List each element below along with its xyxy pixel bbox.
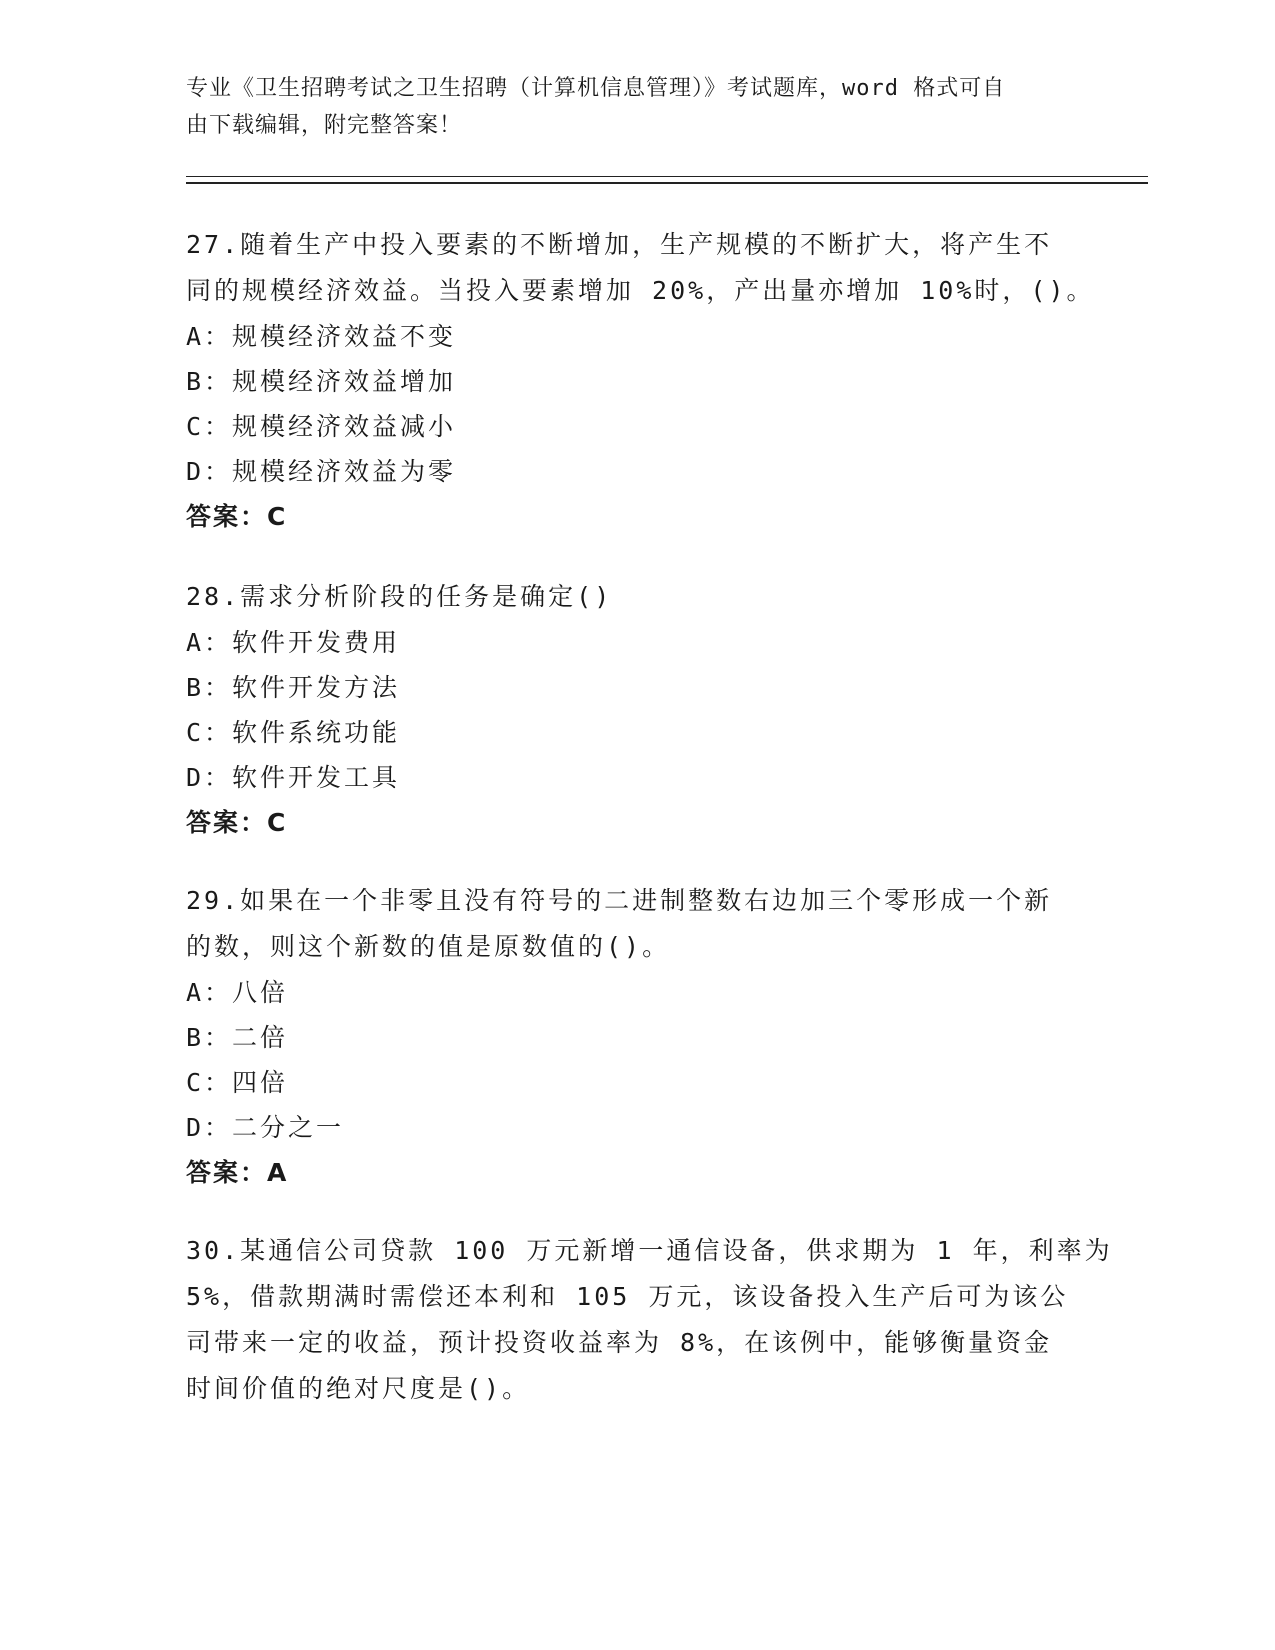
question-stem-line: 司带来一定的收益，预计投资收益率为 8%，在该例中，能够衡量资金 xyxy=(186,1328,1053,1357)
answer: 答案：C xyxy=(186,502,288,531)
header-line: 由下载编辑，附完整答案！ xyxy=(186,113,463,138)
question-stem-line: 28.需求分析阶段的任务是确定() xyxy=(186,582,613,611)
question-stem-line: 同的规模经济效益。当投入要素增加 20%，产出量亦增加 10%时，()。 xyxy=(186,276,1095,305)
question-28 xyxy=(186,574,1086,846)
question-27 xyxy=(186,222,1095,540)
option-b: B：二倍 xyxy=(186,1023,289,1052)
question-stem-line: 时间价值的绝对尺度是()。 xyxy=(186,1374,531,1403)
question-stem-line: 29.如果在一个非零且没有符号的二进制整数右边加三个零形成一个新 xyxy=(186,886,1053,915)
question-stem-line: 5%，借款期满时需偿还本利和 105 万元，该设备投入生产后可为该公 xyxy=(186,1282,1069,1311)
option-d: D：规模经济效益为零 xyxy=(186,457,457,486)
answer: 答案：C xyxy=(186,808,288,837)
question-stem-line: 27.随着生产中投入要素的不断增加，生产规模的不断扩大，将产生不 xyxy=(186,230,1053,259)
option-c: C：规模经济效益减小 xyxy=(186,412,457,441)
option-c: C：软件系统功能 xyxy=(186,718,401,747)
option-d: D：软件开发工具 xyxy=(186,763,401,792)
option-b: B：规模经济效益增加 xyxy=(186,367,457,396)
option-a: A：软件开发费用 xyxy=(186,628,401,657)
option-d: D：二分之一 xyxy=(186,1113,345,1142)
option-a: A：规模经济效益不变 xyxy=(186,322,457,351)
document-header xyxy=(186,70,1086,144)
option-a: A：八倍 xyxy=(186,978,289,1007)
answer: 答案：A xyxy=(186,1158,289,1187)
option-c: C：四倍 xyxy=(186,1068,289,1097)
question-stem-line: 30.某通信公司贷款 100 万元新增一通信设备，供求期为 1 年，利率为 xyxy=(186,1236,1113,1265)
question-29 xyxy=(186,878,1086,1196)
header-line: 专业《卫生招聘考试之卫生招聘（计算机信息管理）》考试题库，word 格式可自 xyxy=(186,76,1006,101)
option-b: B：软件开发方法 xyxy=(186,673,401,702)
question-30 xyxy=(186,1228,1113,1412)
question-stem-line: 的数，则这个新数的值是原数值的()。 xyxy=(186,932,671,961)
header-divider xyxy=(186,176,1148,184)
